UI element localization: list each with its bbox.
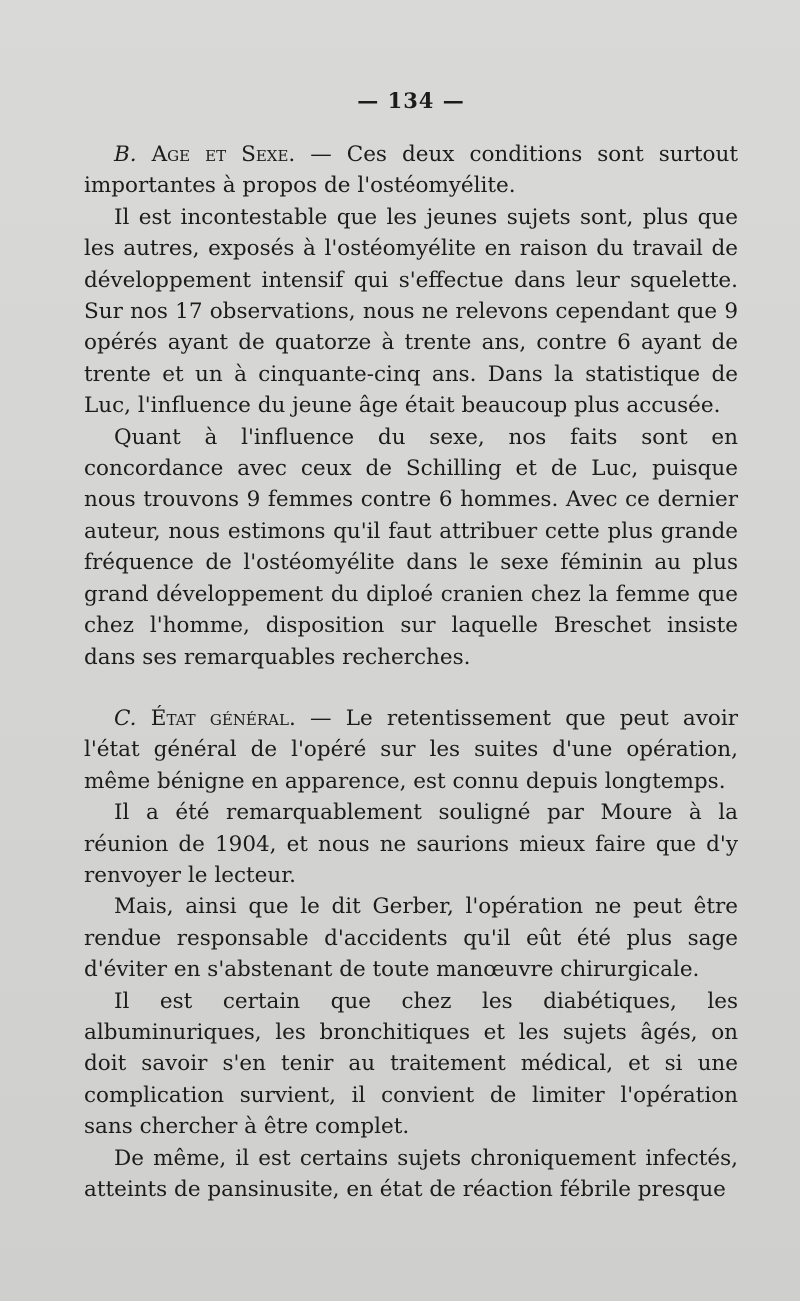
section-c-paragraph-3: Il est certain que chez les diabétiques, les albuminuriques, les bronchitiques et les sujets âgés, on doit savoir s'en tenir au traitement médical, et si une complication survient, il convient de limiter l'opération sans chercher à être complet.	[84, 988, 738, 1140]
section-b-paragraph-1: Il est incontestable que les jeunes sujets sont, plus que les autres, exposés à l'ostéomyélite en raison du travail de développement intensif qui s'effectue dans leur squelette. Sur nos 17 observations, nous ne relevons cependant que 9 opérés ayant de quatorze à trente ans, contre 6 ayant de trente et un à cinquante-cinq ans. Dans la statistique de Luc, l'influence du jeune âge était beaucoup plus accusée.	[84, 204, 738, 419]
section-b-title: Age et Sexe.	[151, 142, 296, 167]
section-c-heading-paragraph	[84, 703, 738, 797]
section-c-paragraph-1: Il a été remarquablement souligné par Moure à la réunion de 1904, et nous ne saurions mieux faire que d'y renvoyer le lecteur.	[84, 800, 738, 888]
page-number: — 134 —	[357, 88, 465, 113]
section-c-letter: C.	[114, 705, 137, 731]
section-c-lead-text: — Le retentissement que peut avoir l'état général de l'opéré sur les suites d'une opération, même bénigne en apparence, est connu depuis longtemps.	[84, 705, 738, 794]
section-b-lead-text: — Ces deux conditions sont surtout importantes à propos de l'ostéomyélite.	[84, 142, 738, 199]
section-b-paragraph-2: Quant à l'influence du sexe, nos faits sont en concordance avec ceux de Schilling et de Luc, puisque nous trouvons 9 femmes contre 6 hommes. Avec ce dernier auteur, nous estimons qu'il faut attribuer cette plus grande fréquence de l'ostéomyélite dans le sexe féminin au plus grand développement du diploé cranien chez la femme que chez l'homme, disposition sur laquelle Breschet insiste dans ses remarquables recherches.	[84, 424, 738, 670]
section-gap	[84, 673, 738, 703]
section-b-heading-paragraph	[84, 139, 738, 202]
section-b-letter: B.	[114, 142, 137, 167]
section-c-paragraph-2: Mais, ainsi que le dit Gerber, l'opération ne peut être rendue responsable d'accidents qu'il eût été plus sage d'éviter en s'abstenant de toute manœuvre chirurgicale.	[84, 894, 738, 983]
section-c-paragraph-4: De même, il est certains sujets chroniquement infectés, atteints de pansinusite, en état de réaction fébrile presque	[84, 1145, 738, 1202]
section-c-title: État général.	[150, 705, 296, 731]
